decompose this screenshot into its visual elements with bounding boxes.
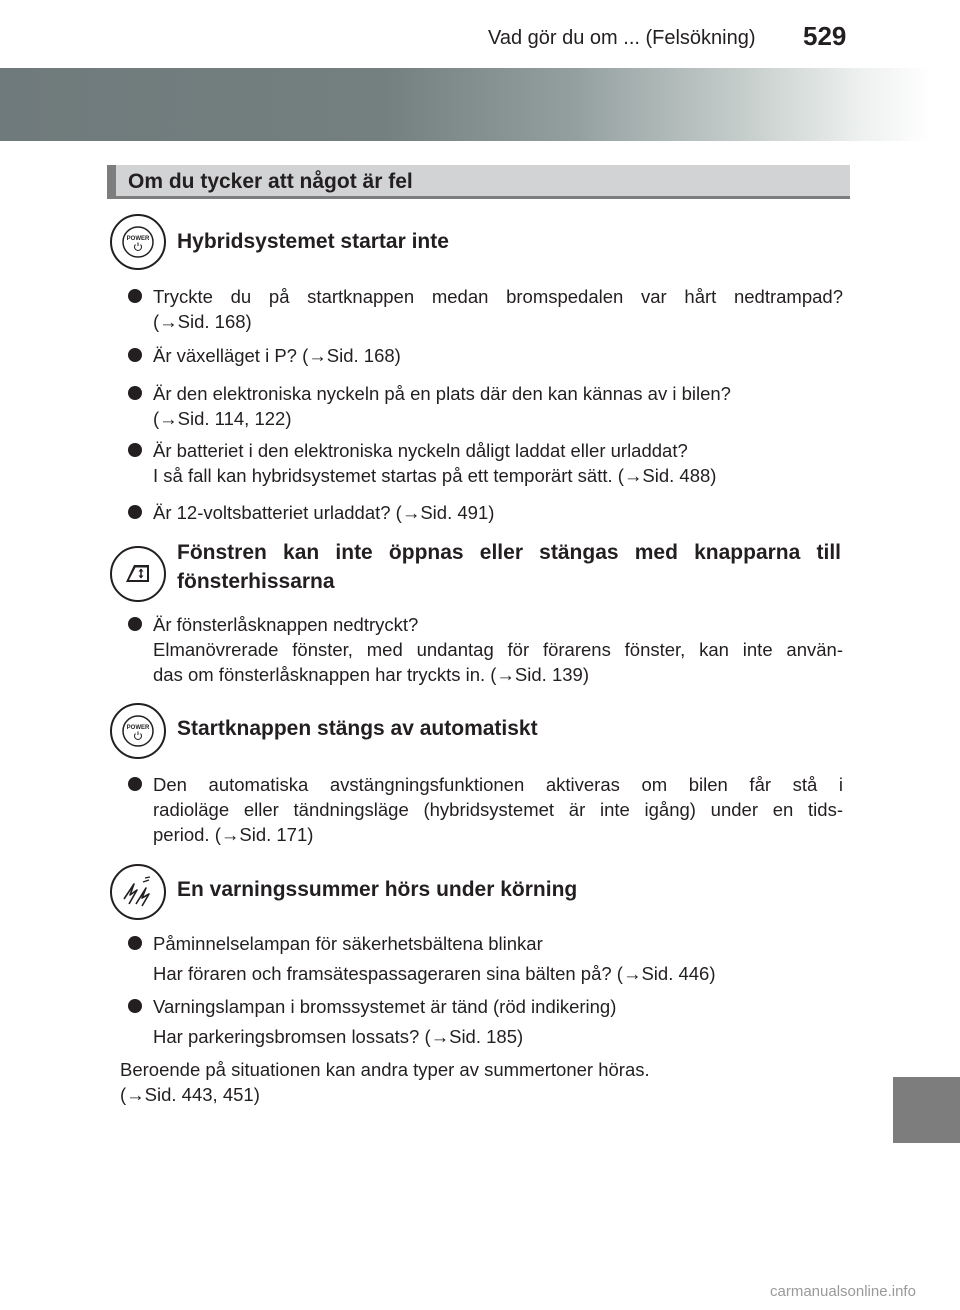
list-item-text: (→Sid. 114, 122)	[153, 408, 292, 429]
section-title: Om du tycker att något är fel	[128, 170, 413, 193]
topic-heading: Fönstren kan inte öppnas eller stängas med knapparna till	[177, 541, 841, 564]
list-item-text: Påminnelselampan för säkerhetsbältena blinkar	[153, 933, 543, 954]
power-button-icon	[110, 703, 166, 759]
page-header	[0, 0, 960, 57]
bullet	[128, 348, 142, 362]
list-item-text: Är växelläget i P? (→Sid. 168)	[153, 345, 401, 366]
bullet	[128, 936, 142, 950]
header-banner	[0, 68, 960, 141]
note-text: Beroende på situationen kan andra typer av summertoner höras.	[120, 1059, 650, 1080]
power-button-icon	[110, 214, 166, 270]
warning-buzzer-icon	[110, 864, 166, 920]
bullet	[128, 777, 142, 791]
power-label: POWER	[126, 725, 150, 731]
list-item-text: Är 12-voltsbatteriet urladdat? (→Sid. 491)	[153, 502, 495, 523]
page-number: 529	[803, 21, 847, 51]
bullet	[128, 505, 142, 519]
list-item-text: Varningslampan i bromssystemet är tänd (röd indikering)	[153, 996, 617, 1017]
list-item-text: radioläge eller tändningsläge (hybridsystemet är inte igång) under en tids-	[153, 799, 843, 820]
chapter-title: Vad gör du om ... (Felsökning)	[488, 27, 756, 49]
list-item-text: Elmanövrerade fönster, med undantag för förarens fönster, kan inte använ-	[153, 639, 843, 660]
bullet	[128, 617, 142, 631]
note-text: (→Sid. 443, 451)	[120, 1084, 260, 1105]
list-item-text: period. (→Sid. 171)	[153, 824, 314, 845]
list-item-text: Är fönsterlåsknappen nedtryckt?	[153, 614, 419, 635]
list-item-text: Är den elektroniska nyckeln på en plats där den kan kännas av i bilen?	[153, 383, 731, 404]
bullet	[128, 386, 142, 400]
list-item-text: Den automatiska avstängningsfunktionen aktiveras om bilen får stå i	[153, 774, 843, 795]
list-item-text: Har parkeringsbromsen lossats? (→Sid. 185)	[153, 1026, 524, 1047]
list-item-text: Har föraren och framsätespassageraren sina bälten på? (→Sid. 446)	[153, 963, 716, 984]
list-item-text: (→Sid. 168)	[153, 311, 252, 332]
chapter-tab	[893, 1077, 960, 1143]
bullet	[128, 289, 142, 303]
watermark: carmanualsonline.info	[770, 1283, 916, 1300]
power-window-icon	[110, 546, 166, 602]
topic-heading: En varningssummer hörs under körning	[177, 878, 578, 901]
bullet	[128, 443, 142, 457]
list-item-text: Är batteriet i den elektroniska nyckeln dåligt laddat eller urladdat?	[153, 440, 688, 461]
topic-heading-continued: fönsterhissarna	[177, 570, 335, 593]
list-item-text: das om fönsterlåsknappen har tryckts in. (→Sid. 139)	[153, 664, 589, 685]
list-item-text: I så fall kan hybridsystemet startas på ett temporärt sätt. (→Sid. 488)	[153, 465, 717, 486]
section-header	[107, 165, 850, 199]
list-item-text: Tryckte du på startknappen medan bromspedalen var hårt nedtrampad?	[153, 286, 843, 307]
bullet	[128, 999, 142, 1013]
power-label: POWER	[126, 236, 150, 242]
topic-heading: Startknappen stängs av automatiskt	[177, 717, 538, 740]
topic-heading: Hybridsystemet startar inte	[177, 230, 449, 253]
